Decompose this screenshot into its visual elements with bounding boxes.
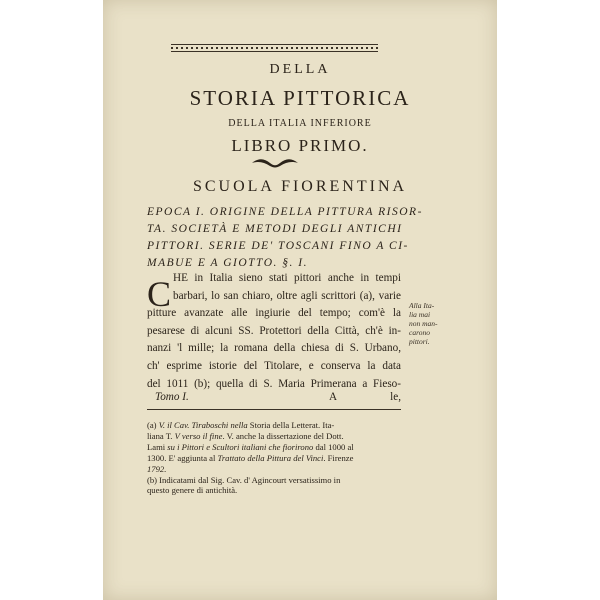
footnote-italic: Trattato della Pittura del Vinci <box>217 452 324 463</box>
chapter-heading-line: EPOCA I. ORIGINE DELLA PITTURA RISOR- <box>147 206 423 218</box>
body-paragraph <box>147 270 401 393</box>
marginal-line: pittori. <box>409 337 430 346</box>
body-line: HE in Italia sieno stati pittori anche in tempi <box>173 272 401 284</box>
drop-cap: C <box>147 274 172 314</box>
chapter-heading <box>147 204 423 272</box>
catchword: le, <box>390 391 401 403</box>
swash-ornament-icon <box>250 157 300 169</box>
footnote-line: (b) Indicatami dal Sig. Cav. d' Agincourt versatissimo in <box>147 474 341 485</box>
marginal-line: non man- <box>409 319 438 328</box>
volume-label: Tomo I. <box>155 391 189 403</box>
footnote-italic: V verso il fine <box>174 430 223 441</box>
footnote-line <box>147 431 401 442</box>
marginal-line: Alla Ita- <box>409 301 435 310</box>
book-page <box>103 0 497 600</box>
footnotes <box>147 420 401 496</box>
footnote-text: liana T. <box>147 430 175 441</box>
body-line: ch' esprime istorie del Titolare, e conserva la data <box>147 359 401 372</box>
footnote-line <box>147 453 401 464</box>
title-italia-inferiore: DELLA ITALIA INFERIORE <box>228 118 372 129</box>
body-line: pesarese di alcuni SS. Protettori della Città, ch'è in- <box>147 324 401 337</box>
footnote-line: questo genere di antichità. <box>147 485 238 496</box>
header-ornament <box>171 44 378 52</box>
body-line: nanzi 'l mille; la romana della chiesa di S. Urbano, <box>147 342 401 355</box>
marginal-note <box>409 301 469 346</box>
footnote-line <box>147 420 401 431</box>
footnote-text: Storia della Letterat. Ita- <box>247 420 335 430</box>
title-libro-primo: LIBRO PRIMO. <box>231 136 369 155</box>
chapter-heading-line: MABUE E A GIOTTO. §. I. <box>147 257 308 269</box>
footnote-text: (a) <box>147 420 159 430</box>
footnote-text: . V. anche la dissertazione del Dott. <box>222 430 344 441</box>
footnote-text: dal 1000 al <box>313 441 354 452</box>
marginal-line: lia mai <box>409 310 431 319</box>
section-scuola-fiorentina: SCUOLA FIORENTINA <box>192 178 408 195</box>
marginal-line: carono <box>409 328 430 337</box>
chapter-heading-line: PITTORI. SERIE DE' TOSCANI FINO A CI- <box>147 240 409 252</box>
signature-mark: A <box>329 391 338 403</box>
chapter-heading-line: TA. SOCIETÀ E METODI DEGLI ANTICHI <box>147 223 403 235</box>
body-line: del 1011 (b); quella di S. Maria Primerana a Fieso- <box>147 377 401 390</box>
footnote-divider <box>147 409 401 410</box>
title-storia-pittorica: STORIA PITTORICA <box>189 86 411 110</box>
body-line: pitture avanzate alle ingiurie del tempo; com'è la <box>147 307 401 320</box>
footnote-line: 1792. <box>147 463 167 474</box>
title-della: DELLA <box>269 62 331 77</box>
body-line: barbari, lo san chiaro, oltre agli scrittori (a), varie <box>173 289 401 302</box>
footnote-line <box>147 442 401 453</box>
footnote-text: 1300. E' aggiunta al <box>147 452 218 463</box>
footnote-italic: su i Pittori e Scultori italiani che fiorirono <box>167 441 314 452</box>
footnote-text: Lami <box>147 441 168 452</box>
footnote-text: . Firenze <box>323 452 354 463</box>
footnote-italic: V. il Cav. Tiraboschi nella <box>158 420 248 430</box>
